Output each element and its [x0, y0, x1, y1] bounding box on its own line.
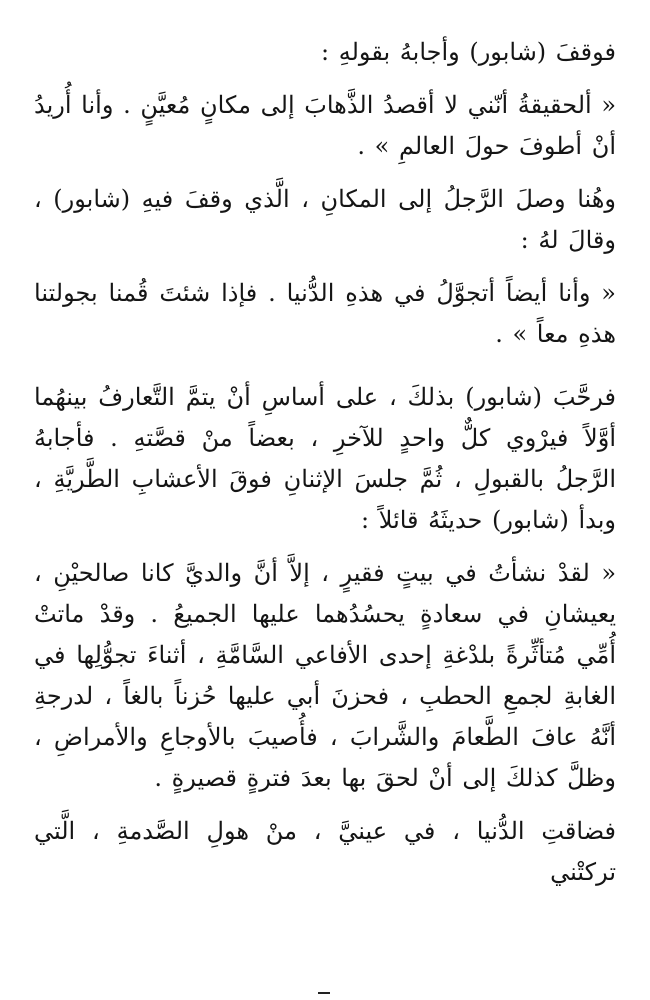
- paragraph-1: فوقفَ (شابور) وأجابهُ بقولهِ :: [321, 38, 616, 66]
- page-number-mark: [318, 992, 330, 998]
- paragraph-6: « لقدْ نشأتُ في بيتٍ فقيرٍ ، إلاَّ أنَّ والديَّ كانا صالحيْنِ ، يعيشانِ في سعادةٍ يحسُدُهما عليها الجميعُ . وقدْ ماتتْ أُمِّي مُتأثِّرةً بلدْغةِ إحدى الأفاعي السَّامَّةِ ، أثناءَ تجوُّلِها في الغابةِ لجمعِ الحطبِ ، فحزنَ أبي عليها حُزناً بالغاً ، لدرجةِ أنَّهُ عافَ الطَّعامَ والشَّرابَ ، فأُصيبَ بالأوجاعِ والأمراضِ ، وظلَّ كذلكَ إلى أنْ لحقَ بها بعدَ فترةٍ قصيرةٍ .: [34, 559, 616, 792]
- paragraph-3: وهُنا وصلَ الرَّجلُ إلى المكانِ ، الَّذي وقفَ فيهِ (شابور) ، وقالَ لهُ :: [34, 185, 616, 254]
- paragraph-4: « وأنا أيضاً أتجوَّلُ في هذهِ الدُّنيا . فإذا شئتَ قُمنا بجولتنا هذهِ معاً » .: [34, 279, 616, 348]
- paragraph-2: « ألحقيقةُ أنّني لا أقصدُ الذَّهابَ إلى مكانٍ مُعيَّنٍ . وأنا أُريدُ أنْ أطوفَ حولَ العالمِ » .: [34, 91, 616, 160]
- paragraph-7: فضاقتِ الدُّنيا ، في عينيَّ ، منْ هولِ الصَّدمةِ ، الَّتي تركتْني: [34, 817, 616, 886]
- paragraph-5: فرحَّبَ (شابور) بذلكَ ، على أساسِ أنْ يتمَّ التَّعارفُ بينهُما أوَّلاً فيرْوي كلٌّ واحدٍ للآخرِ ، بعضاً منْ قصَّتهِ . فأجابهُ الرَّجلُ بالقبولِ ، ثُمَّ جلسَ الإثنانِ فوقَ الأعشابِ الطَّريَّةِ ، وبدأ (شابور) حديثَهُ قائلاً :: [34, 383, 617, 534]
